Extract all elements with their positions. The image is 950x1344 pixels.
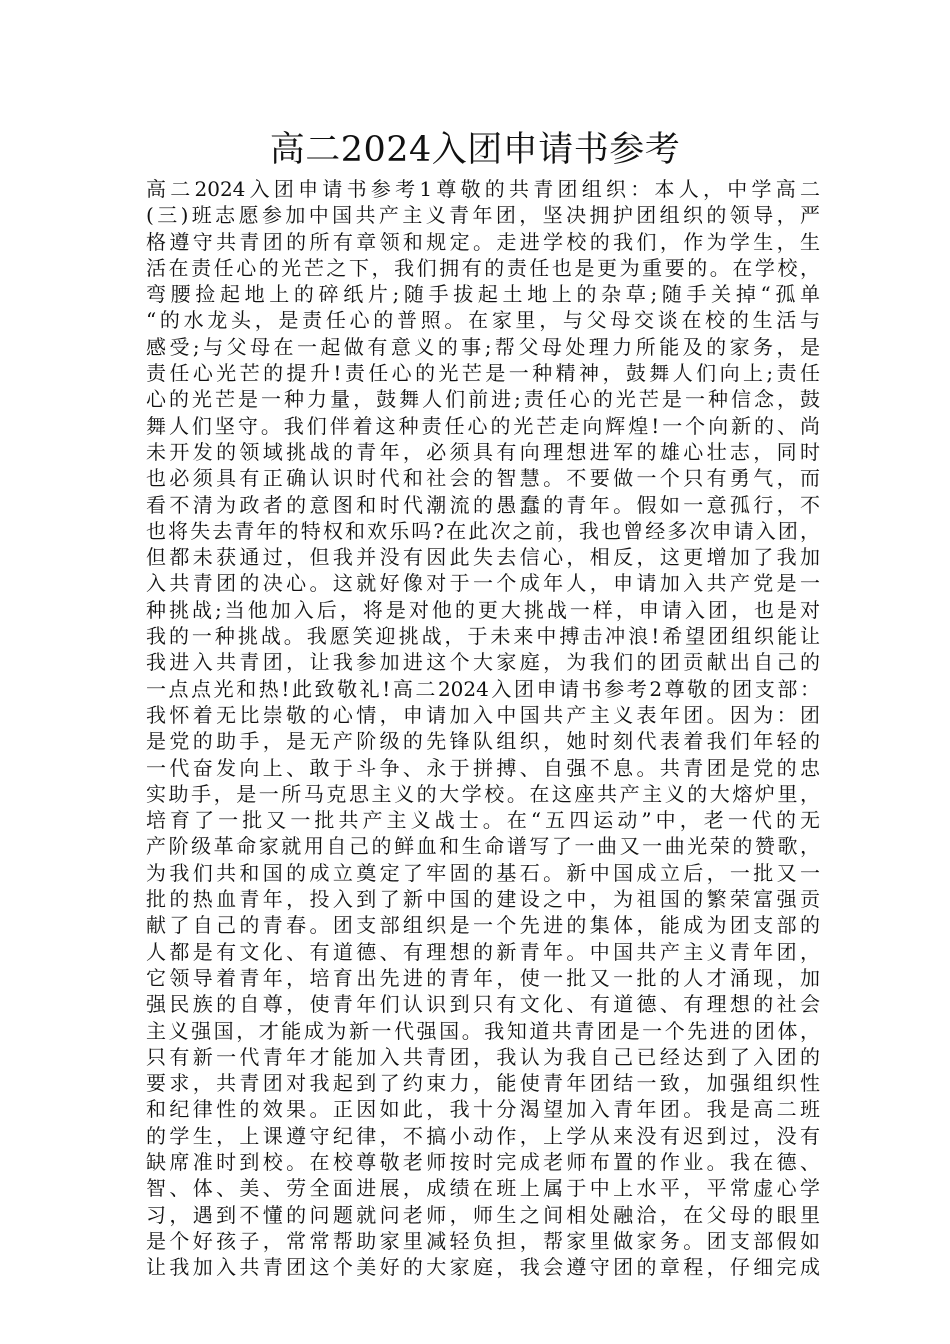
- body-line: 让我加入共青团这个美好的大家庭，我会遵守团的章程，仔细完成: [146, 1255, 820, 1280]
- body-line: 高二2024入团申请书参考1尊敬的共青团组织：本人，中学高二: [146, 177, 820, 201]
- body-line: 舞人们坚守。我们伴着这种责任心的光芒走向辉煌!一个向新的、尚: [146, 413, 820, 438]
- body-line: 责任心光芒的提升!责任心的光芒是一种精神，鼓舞人们向上;责任: [146, 361, 820, 386]
- body-line: 人都是有文化、有道德、有理想的新青年。中国共产主义青年团，: [146, 939, 820, 964]
- body-line: 我怀着无比崇敬的心情，申请加入中国共产主义表年团。因为：团: [146, 702, 820, 727]
- body-line: 一点点光和热!此致敬礼!高二2024入团申请书参考2尊敬的团支部：: [146, 676, 820, 701]
- body-line: 主义强国，才能成为新一代强国。我知道共青团是一个先进的团体，: [146, 1018, 820, 1043]
- body-line: 批的热血青年，投入到了新中国的建设之中，为祖国的繁荣富强贡: [146, 887, 820, 912]
- body-line: 培育了一批又一批共产主义战士。在“五四运动”中，老一代的无: [146, 808, 820, 833]
- body-line: 我进入共青团，让我参加进这个大家庭，为我们的团贡献出自己的: [146, 650, 820, 675]
- body-line: 活在责任心的光芒之下，我们拥有的责任也是更为重要的。在学校，: [146, 255, 820, 280]
- body-line: 和纪律性的效果。正因如此，我十分渴望加入青年团。我是高二班: [146, 1097, 820, 1122]
- body-line: 未开发的领域挑战的青年，必须具有向理想进军的雄心壮志，同时: [146, 439, 820, 464]
- body-line: 看不清为政者的意图和时代潮流的愚蠢的青年。假如一意孤行，不: [146, 492, 820, 517]
- body-line: 一代奋发向上、敢于斗争、永于拼搏、自强不息。共青团是党的忠: [146, 755, 820, 780]
- body-line: 也将失去青年的特权和欢乐吗?在此次之前，我也曾经多次申请入团，: [146, 518, 820, 543]
- document-body: [146, 176, 820, 1280]
- body-line: 感受;与父母在一起做有意义的事;帮父母处理力所能及的家务，是: [146, 334, 820, 359]
- body-line: “的水龙头，是责任心的普照。在家里，与父母交谈在校的生活与: [146, 308, 820, 333]
- body-line: 格遵守共青团的所有章领和规定。走进学校的我们，作为学生，生: [146, 229, 820, 254]
- body-line: 强民族的自尊，使青年们认识到只有文化、有道德、有理想的社会: [146, 992, 820, 1017]
- document-title: 高二2024入团申请书参考: [269, 130, 681, 170]
- body-line: 缺席准时到校。在校尊敬老师按时完成老师布置的作业。我在德、: [146, 1149, 820, 1174]
- body-line: 为我们共和国的成立奠定了牢固的基石。新中国成立后，一批又一: [146, 860, 820, 885]
- body-line: 是党的助手，是无产阶级的先锋队组织，她时刻代表着我们年轻的: [146, 729, 820, 754]
- body-line: 弯腰捡起地上的碎纸片;随手拔起土地上的杂草;随手关掉“孤单: [146, 282, 820, 307]
- body-line: 也必须具有正确认识时代和社会的智慧。不要做一个只有勇气，而: [146, 466, 820, 491]
- body-line: 要求，共青团对我起到了约束力，能使青年团结一致，加强组织性: [146, 1071, 820, 1096]
- body-line: 智、体、美、劳全面进展，成绩在班上属于中上水平，平常虚心学: [146, 1176, 820, 1201]
- body-line: 的学生，上课遵守纪律，不搞小动作，上学从来没有迟到过，没有: [146, 1123, 820, 1148]
- body-line: 我的一种挑战。我愿笑迎挑战，于未来中搏击冲浪!希望团组织能让: [146, 624, 820, 649]
- body-line: 习，遇到不懂的问题就问老师，师生之间相处融洽，在父母的眼里: [146, 1202, 820, 1227]
- body-line: 实助手，是一所马克思主义的大学校。在这座共产主义的大熔炉里，: [146, 781, 820, 806]
- body-line: (三)班志愿参加中国共产主义青年团，坚决拥护团组织的领导，严: [146, 203, 820, 228]
- body-line: 种挑战;当他加入后，将是对他的更大挑战一样，申请入团，也是对: [146, 597, 820, 622]
- body-line: 它领导着青年，培育出先进的青年，使一批又一批的人才涌现，加: [146, 965, 820, 990]
- body-line: 献了自己的青春。团支部组织是一个先进的集体，能成为团支部的: [146, 913, 820, 938]
- body-line: 入共青团的决心。这就好像对于一个成年人，申请加入共产党是一: [146, 571, 820, 596]
- body-line: 只有新一代青年才能加入共青团，我认为我自己已经达到了入团的: [146, 1044, 820, 1069]
- body-line: 是个好孩子，常常帮助家里减轻负担，帮家里做家务。团支部假如: [146, 1228, 820, 1253]
- body-line: 产阶级革命家就用自己的鲜血和生命谱写了一曲又一曲光荣的赞歌，: [146, 834, 820, 859]
- body-line: 心的光芒是一种力量，鼓舞人们前进;责任心的光芒是一种信念，鼓: [146, 387, 820, 412]
- body-line: 但都未获通过，但我并没有因此失去信心，相反，这更增加了我加: [146, 545, 820, 570]
